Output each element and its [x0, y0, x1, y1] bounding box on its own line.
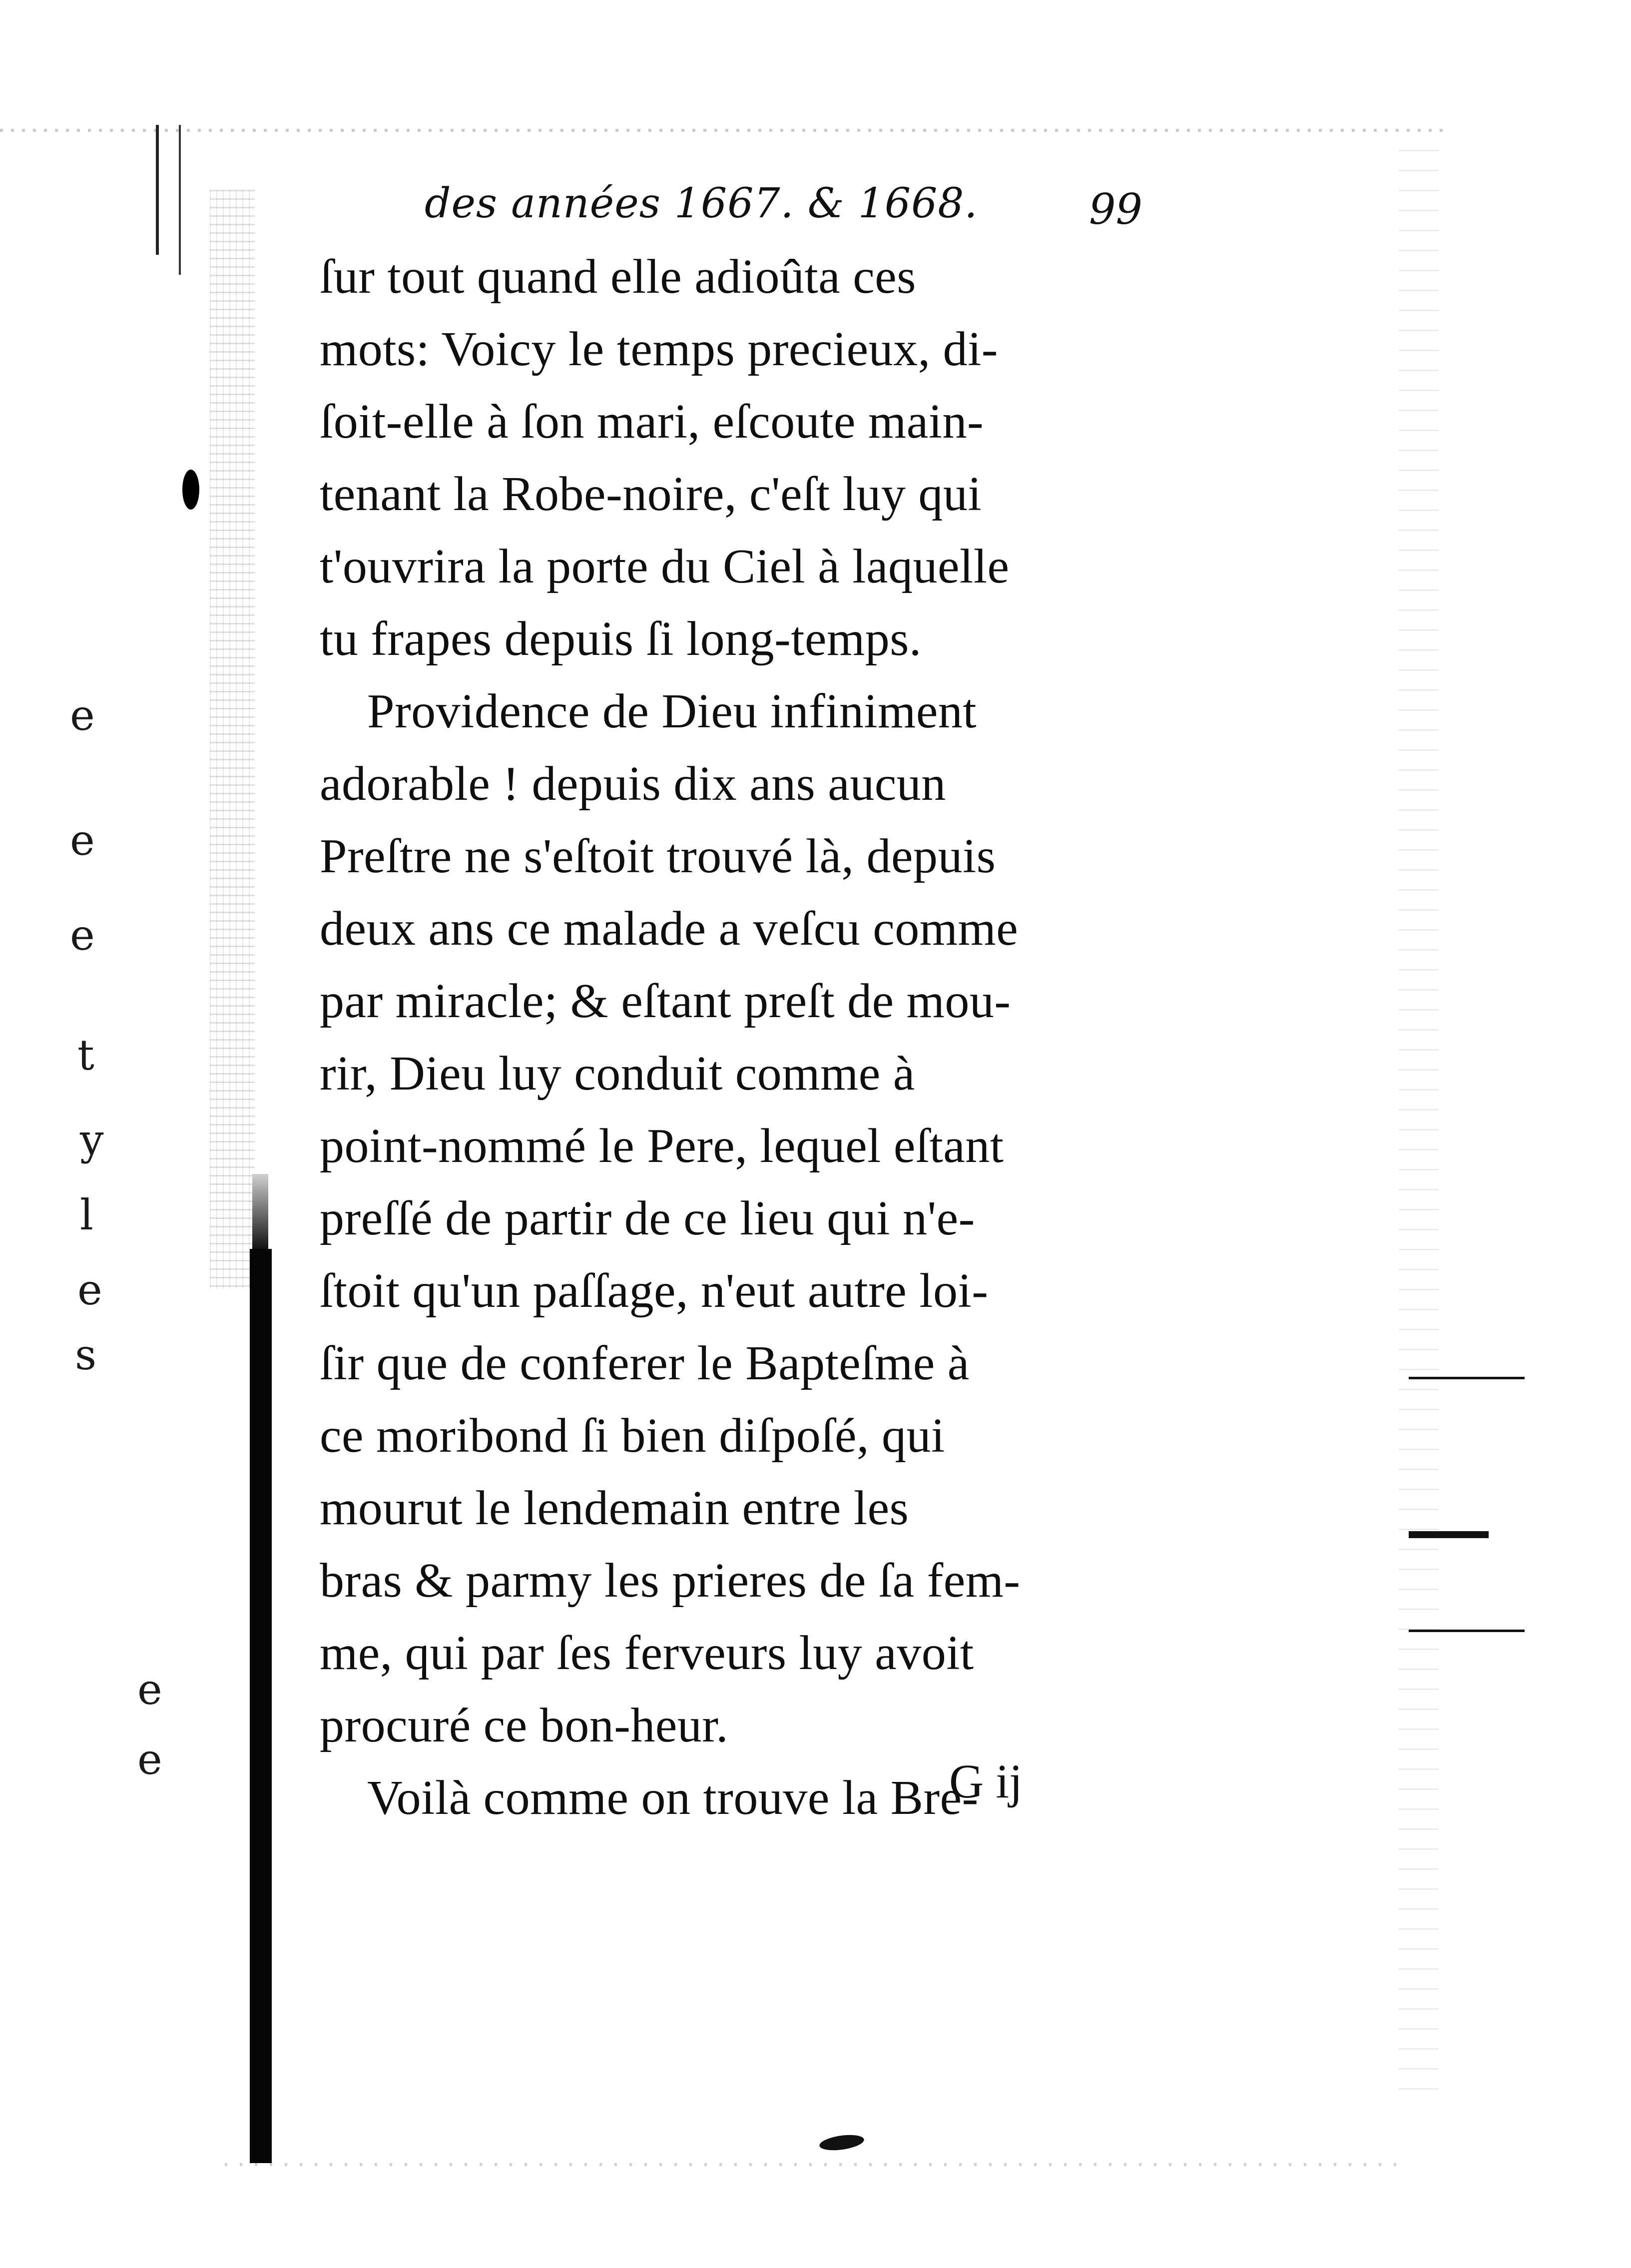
text-line: deux ans ce malade a veſcu comme: [320, 902, 1019, 956]
bleed-char: e: [70, 911, 95, 960]
text-line: ſir que de conferer le Bapteſme à: [320, 1336, 970, 1390]
gutter-noise: [210, 190, 255, 1289]
top-scan-edge: [0, 129, 1449, 132]
bleed-char: s: [75, 1330, 97, 1379]
text-line: ſoit-elle à ſon mari, eſcoute main-: [320, 395, 984, 449]
signature-mark: G ij: [949, 1754, 1023, 1808]
gutter-shadow: [250, 1249, 272, 2163]
text-line: mourut le lendemain entre les: [320, 1481, 909, 1535]
right-margin-line: [1409, 1377, 1525, 1379]
ink-blot: [182, 470, 199, 510]
gutter-shadow-fade: [252, 1174, 268, 1254]
gutter-rule-secondary: [179, 125, 181, 275]
bleed-char: e: [70, 816, 95, 865]
text-line: tenant la Robe-noire, c'eſt luy qui: [320, 467, 982, 521]
text-line: ce moribond ſi bien diſpoſé, qui: [320, 1409, 945, 1463]
page-number: 99: [1089, 185, 1142, 234]
text-line: ſtoit qu'un paſſage, n'eut autre loi-: [320, 1264, 989, 1318]
bleed-char: t: [77, 1031, 94, 1080]
text-line: t'ouvrira la porte du Ciel à laquelle: [320, 540, 1010, 593]
text-line: adorable ! depuis dix ans aucun: [320, 757, 946, 811]
gutter-rule: [156, 125, 159, 255]
text-line: point-nommé le Pere, lequel eſtant: [320, 1119, 1004, 1173]
ink-smudge: [818, 2133, 865, 2153]
text-line: par miracle; & eſtant preſt de mou-: [320, 974, 1011, 1028]
paragraph-start: Voilà comme on trouve la Bre-: [367, 1771, 979, 1825]
text-line: mots: Voicy le temps precieux, di-: [320, 322, 998, 376]
bleed-char: e: [137, 1735, 162, 1784]
text-line: preſſé de partir de ce lieu qui n'e-: [320, 1191, 975, 1245]
bleed-through-column: [50, 490, 165, 1838]
text-line: rir, Dieu luy conduit comme à: [320, 1047, 915, 1101]
text-line: bras & parmy les prieres de ſa fem-: [320, 1554, 1021, 1608]
text-line: ſur tout quand elle adioûta ces: [320, 250, 916, 304]
right-margin-line: [1409, 1531, 1489, 1538]
right-edge-noise: [1399, 150, 1439, 2098]
paragraph-start: Providence de Dieu infiniment: [367, 684, 977, 738]
text-line: procuré ce bon-heur.: [320, 1699, 729, 1752]
bleed-char: e: [70, 691, 95, 740]
text-line: me, qui par ſes ferveurs luy avoit: [320, 1626, 974, 1680]
running-head: des années 1667. & 1668.: [425, 180, 978, 227]
text-line: Preſtre ne s'eſtoit trouvé là, depuis: [320, 829, 996, 883]
bleed-char: y: [80, 1116, 104, 1164]
right-margin-line: [1409, 1630, 1525, 1632]
text-line: tu frapes depuis ſi long-temps.: [320, 612, 922, 666]
bottom-scan-edge: [225, 2163, 1399, 2166]
bleed-char: l: [80, 1190, 93, 1239]
bleed-char: e: [77, 1265, 102, 1314]
bleed-char: e: [137, 1665, 162, 1714]
